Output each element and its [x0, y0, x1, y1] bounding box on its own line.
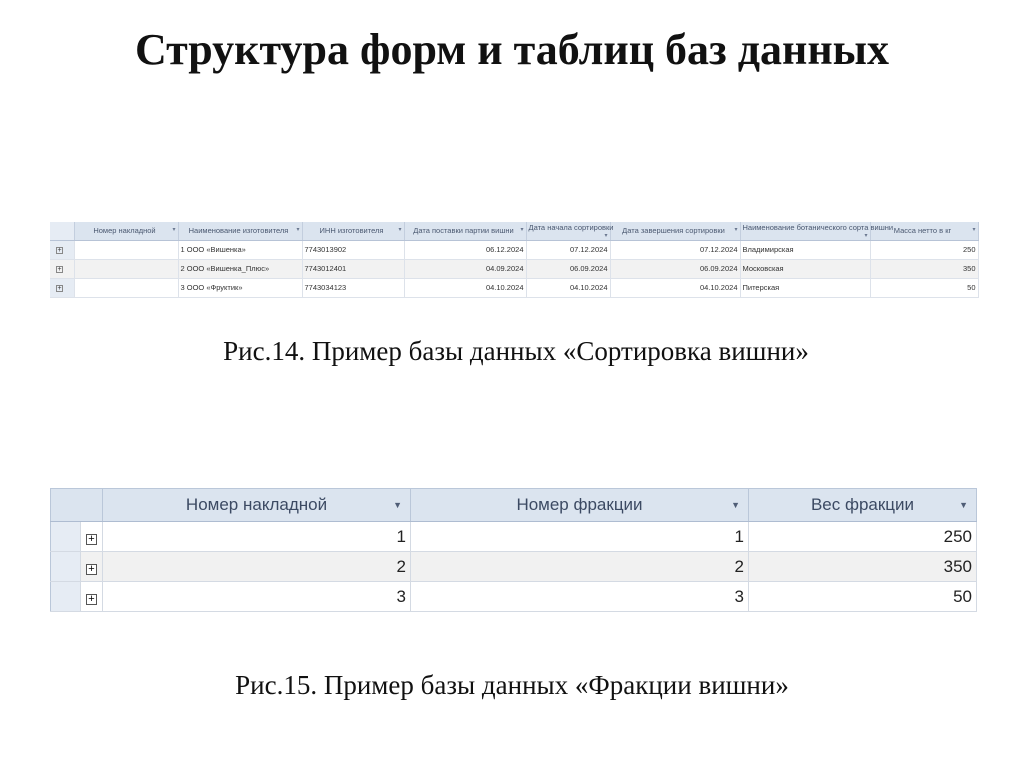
table-row[interactable]	[50, 259, 978, 278]
table-cell[interactable]: 50	[870, 278, 978, 297]
dropdown-arrow-icon[interactable]: ▾	[864, 232, 868, 239]
column-header[interactable]: Вес фракции ▼	[749, 489, 977, 522]
table-header-row	[50, 222, 978, 240]
dropdown-arrow-icon[interactable]: ▾	[972, 227, 976, 234]
column-header[interactable]: Наименование ботанического сорта вишни ▾	[740, 222, 870, 240]
table-cell[interactable]: 07.12.2024	[610, 240, 740, 259]
figure-caption-14: Рис.14. Пример базы данных «Сортировка вишни»	[223, 336, 809, 366]
row-selector[interactable]	[50, 259, 74, 278]
table-cell[interactable]: 2	[411, 552, 749, 582]
table-cell[interactable]: 7743013902	[302, 240, 404, 259]
dropdown-arrow-icon[interactable]: ▾	[520, 227, 524, 234]
column-header[interactable]: Дата завершения сортировки ▾	[610, 222, 740, 240]
row-selector[interactable]	[50, 278, 74, 297]
table-cell[interactable]: 7743034123	[302, 278, 404, 297]
expand-cell[interactable]	[81, 522, 103, 552]
column-header[interactable]: Дата поставки партии вишни ▾	[404, 222, 526, 240]
dropdown-arrow-icon[interactable]: ▾	[296, 227, 300, 234]
table-cell[interactable]: Владимирская	[740, 240, 870, 259]
table-cell[interactable]: Питерская	[740, 278, 870, 297]
dropdown-arrow-icon[interactable]: ▾	[734, 227, 738, 234]
dropdown-arrow-icon[interactable]: ▾	[172, 227, 176, 234]
slide-title: Структура форм и таблиц баз данных	[134, 25, 890, 74]
dropdown-arrow-icon[interactable]: ▼	[959, 500, 968, 510]
table-cell[interactable]: 250	[870, 240, 978, 259]
row-selector-corner[interactable]	[51, 489, 103, 522]
table-header-row	[51, 489, 977, 522]
expand-cell[interactable]	[81, 582, 103, 612]
row-selector[interactable]	[51, 582, 81, 612]
table-cell[interactable]: 50	[749, 582, 977, 612]
table-cell[interactable]: 04.09.2024	[404, 259, 526, 278]
column-header[interactable]: ИНН изготовителя ▾	[302, 222, 404, 240]
cherry-fractions-table	[50, 488, 977, 612]
plus-box-icon[interactable]: +	[57, 247, 62, 254]
table-row[interactable]	[51, 552, 977, 582]
dropdown-arrow-icon[interactable]: ▾	[604, 232, 608, 239]
plus-box-icon[interactable]: +	[86, 534, 97, 545]
row-selector[interactable]	[51, 552, 81, 582]
table-cell[interactable]: 1 ООО «Вишенка»	[178, 240, 302, 259]
table-cell[interactable]: 07.12.2024	[526, 240, 610, 259]
table-cell[interactable]: 7743012401	[302, 259, 404, 278]
table-cell[interactable]: 2 ООО «Вишенка_Плюс»	[178, 259, 302, 278]
table-cell[interactable]: 3 ООО «Фруктик»	[178, 278, 302, 297]
plus-box-icon[interactable]: +	[86, 564, 97, 575]
table-cell[interactable]: 250	[749, 522, 977, 552]
table-cell[interactable]: 350	[749, 552, 977, 582]
table-cell[interactable]: 04.10.2024	[610, 278, 740, 297]
plus-box-icon[interactable]: +	[86, 594, 97, 605]
dropdown-arrow-icon[interactable]: ▼	[393, 500, 402, 510]
table-cell[interactable]: 04.10.2024	[404, 278, 526, 297]
expand-cell[interactable]	[81, 552, 103, 582]
table-row[interactable]	[51, 522, 977, 552]
table-cell[interactable]: 2	[103, 552, 411, 582]
table-cell[interactable]: 350	[870, 259, 978, 278]
dropdown-arrow-icon[interactable]: ▾	[398, 227, 402, 234]
table-cell[interactable]: 06.12.2024	[404, 240, 526, 259]
column-header[interactable]: Номер фракции ▼	[411, 489, 749, 522]
table-cell[interactable]: 1	[411, 522, 749, 552]
column-header[interactable]: Наименование изготовителя ▾	[178, 222, 302, 240]
table-cell[interactable]: Московская	[740, 259, 870, 278]
table-cell[interactable]: 3	[411, 582, 749, 612]
row-selector[interactable]	[50, 240, 74, 259]
table-row[interactable]	[51, 582, 977, 612]
dropdown-arrow-icon[interactable]: ▼	[731, 500, 740, 510]
table-cell[interactable]: 1	[103, 522, 411, 552]
table-row[interactable]	[50, 278, 978, 297]
row-selector[interactable]	[51, 522, 81, 552]
figure-caption-15: Рис.15. Пример базы данных «Фракции вишни»	[235, 670, 789, 700]
row-selector-corner[interactable]	[50, 222, 74, 240]
table-cell[interactable]	[74, 259, 178, 278]
plus-box-icon[interactable]: +	[57, 285, 62, 292]
column-header[interactable]: Номер накладной ▾	[74, 222, 178, 240]
column-header[interactable]: Масса нетто в кг ▾	[870, 222, 978, 240]
table-cell[interactable]: 04.10.2024	[526, 278, 610, 297]
plus-box-icon[interactable]: +	[57, 266, 62, 273]
table-cell[interactable]: 06.09.2024	[526, 259, 610, 278]
column-header[interactable]: Номер накладной ▼	[103, 489, 411, 522]
table-cell[interactable]: 3	[103, 582, 411, 612]
table-cell[interactable]: 06.09.2024	[610, 259, 740, 278]
table-cell[interactable]	[74, 278, 178, 297]
column-header[interactable]: Дата начала сортировки ▾	[526, 222, 610, 240]
table-cell[interactable]	[74, 240, 178, 259]
table-row[interactable]	[50, 240, 978, 259]
cherry-sorting-table	[50, 222, 979, 298]
